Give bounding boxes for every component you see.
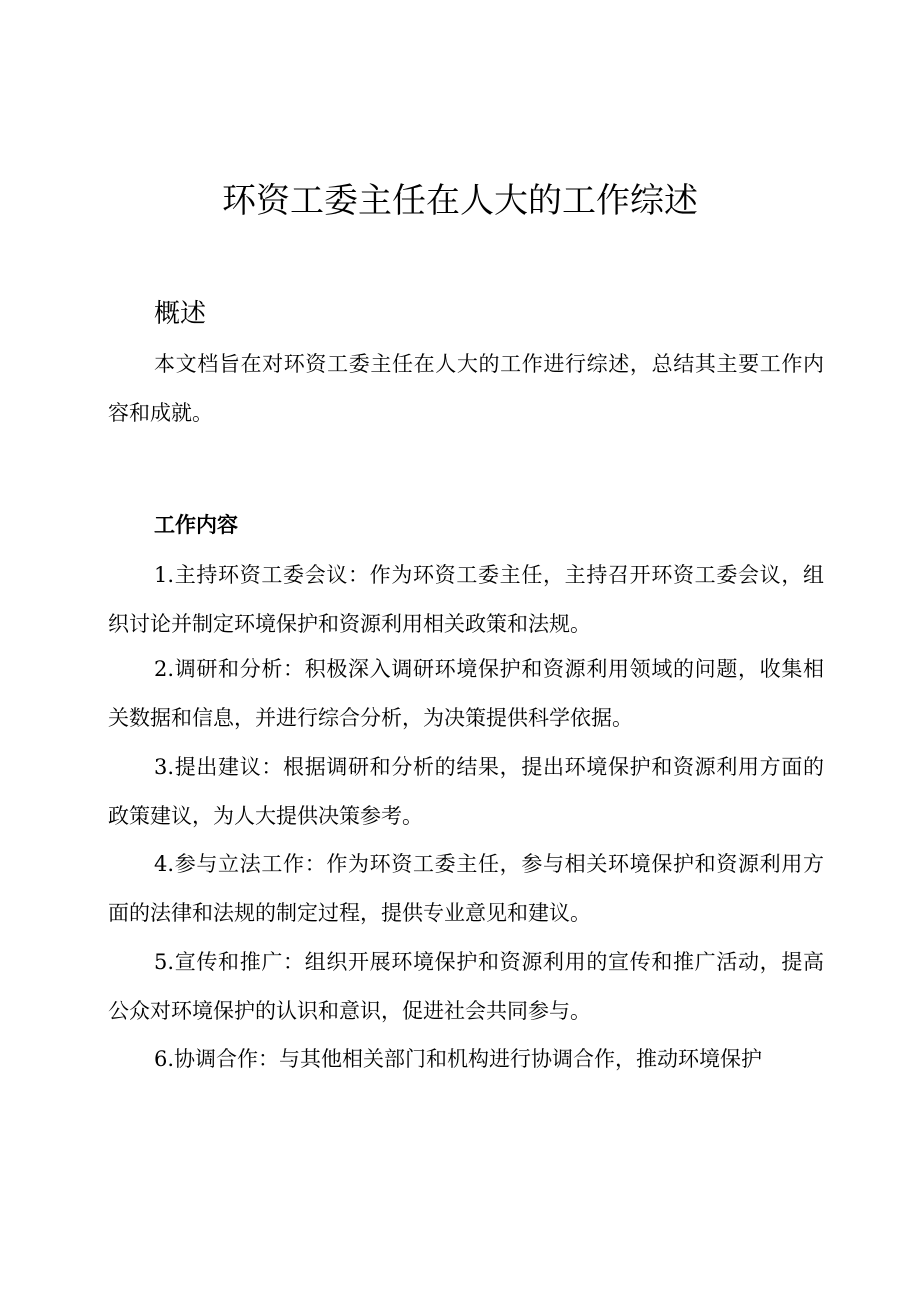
overview-heading: 概述 [154,299,207,329]
work-item-5: 5.宣传和推广：组织开展环境保护和资源利用的宣传和推广活动，提高公众对环境保护的认识和意识，促进社会共同参与。 [108,950,824,1023]
overview-paragraph: 本文档旨在对环资工委主任在人大的工作进行综述，总结其主要工作内容和成就。 [108,352,824,425]
work-item-3: 3.提出建议：根据调研和分析的结果，提出环境保护和资源利用方面的政策建议，为人大提供决策参考。 [108,755,824,828]
document-title: 环资工委主任在人大的工作综述 [222,181,698,221]
work-content-heading: 工作内容 [154,512,238,537]
work-item-4: 4.参与立法工作：作为环资工委主任，参与相关环境保护和资源利用方面的法律和法规的制定过程，提供专业意见和建议。 [108,852,824,925]
work-item-1: 1.主持环资工委会议：作为环资工委主任，主持召开环资工委会议，组织讨论并制定环境保护和资源利用相关政策和法规。 [108,563,824,636]
work-item-2: 2.调研和分析：积极深入调研环境保护和资源利用领域的问题，收集相关数据和信息，并进行综合分析，为决策提供科学依据。 [108,657,824,730]
work-item-6: 6.协调合作：与其他相关部门和机构进行协调合作，推动环境保护 [154,1047,763,1071]
